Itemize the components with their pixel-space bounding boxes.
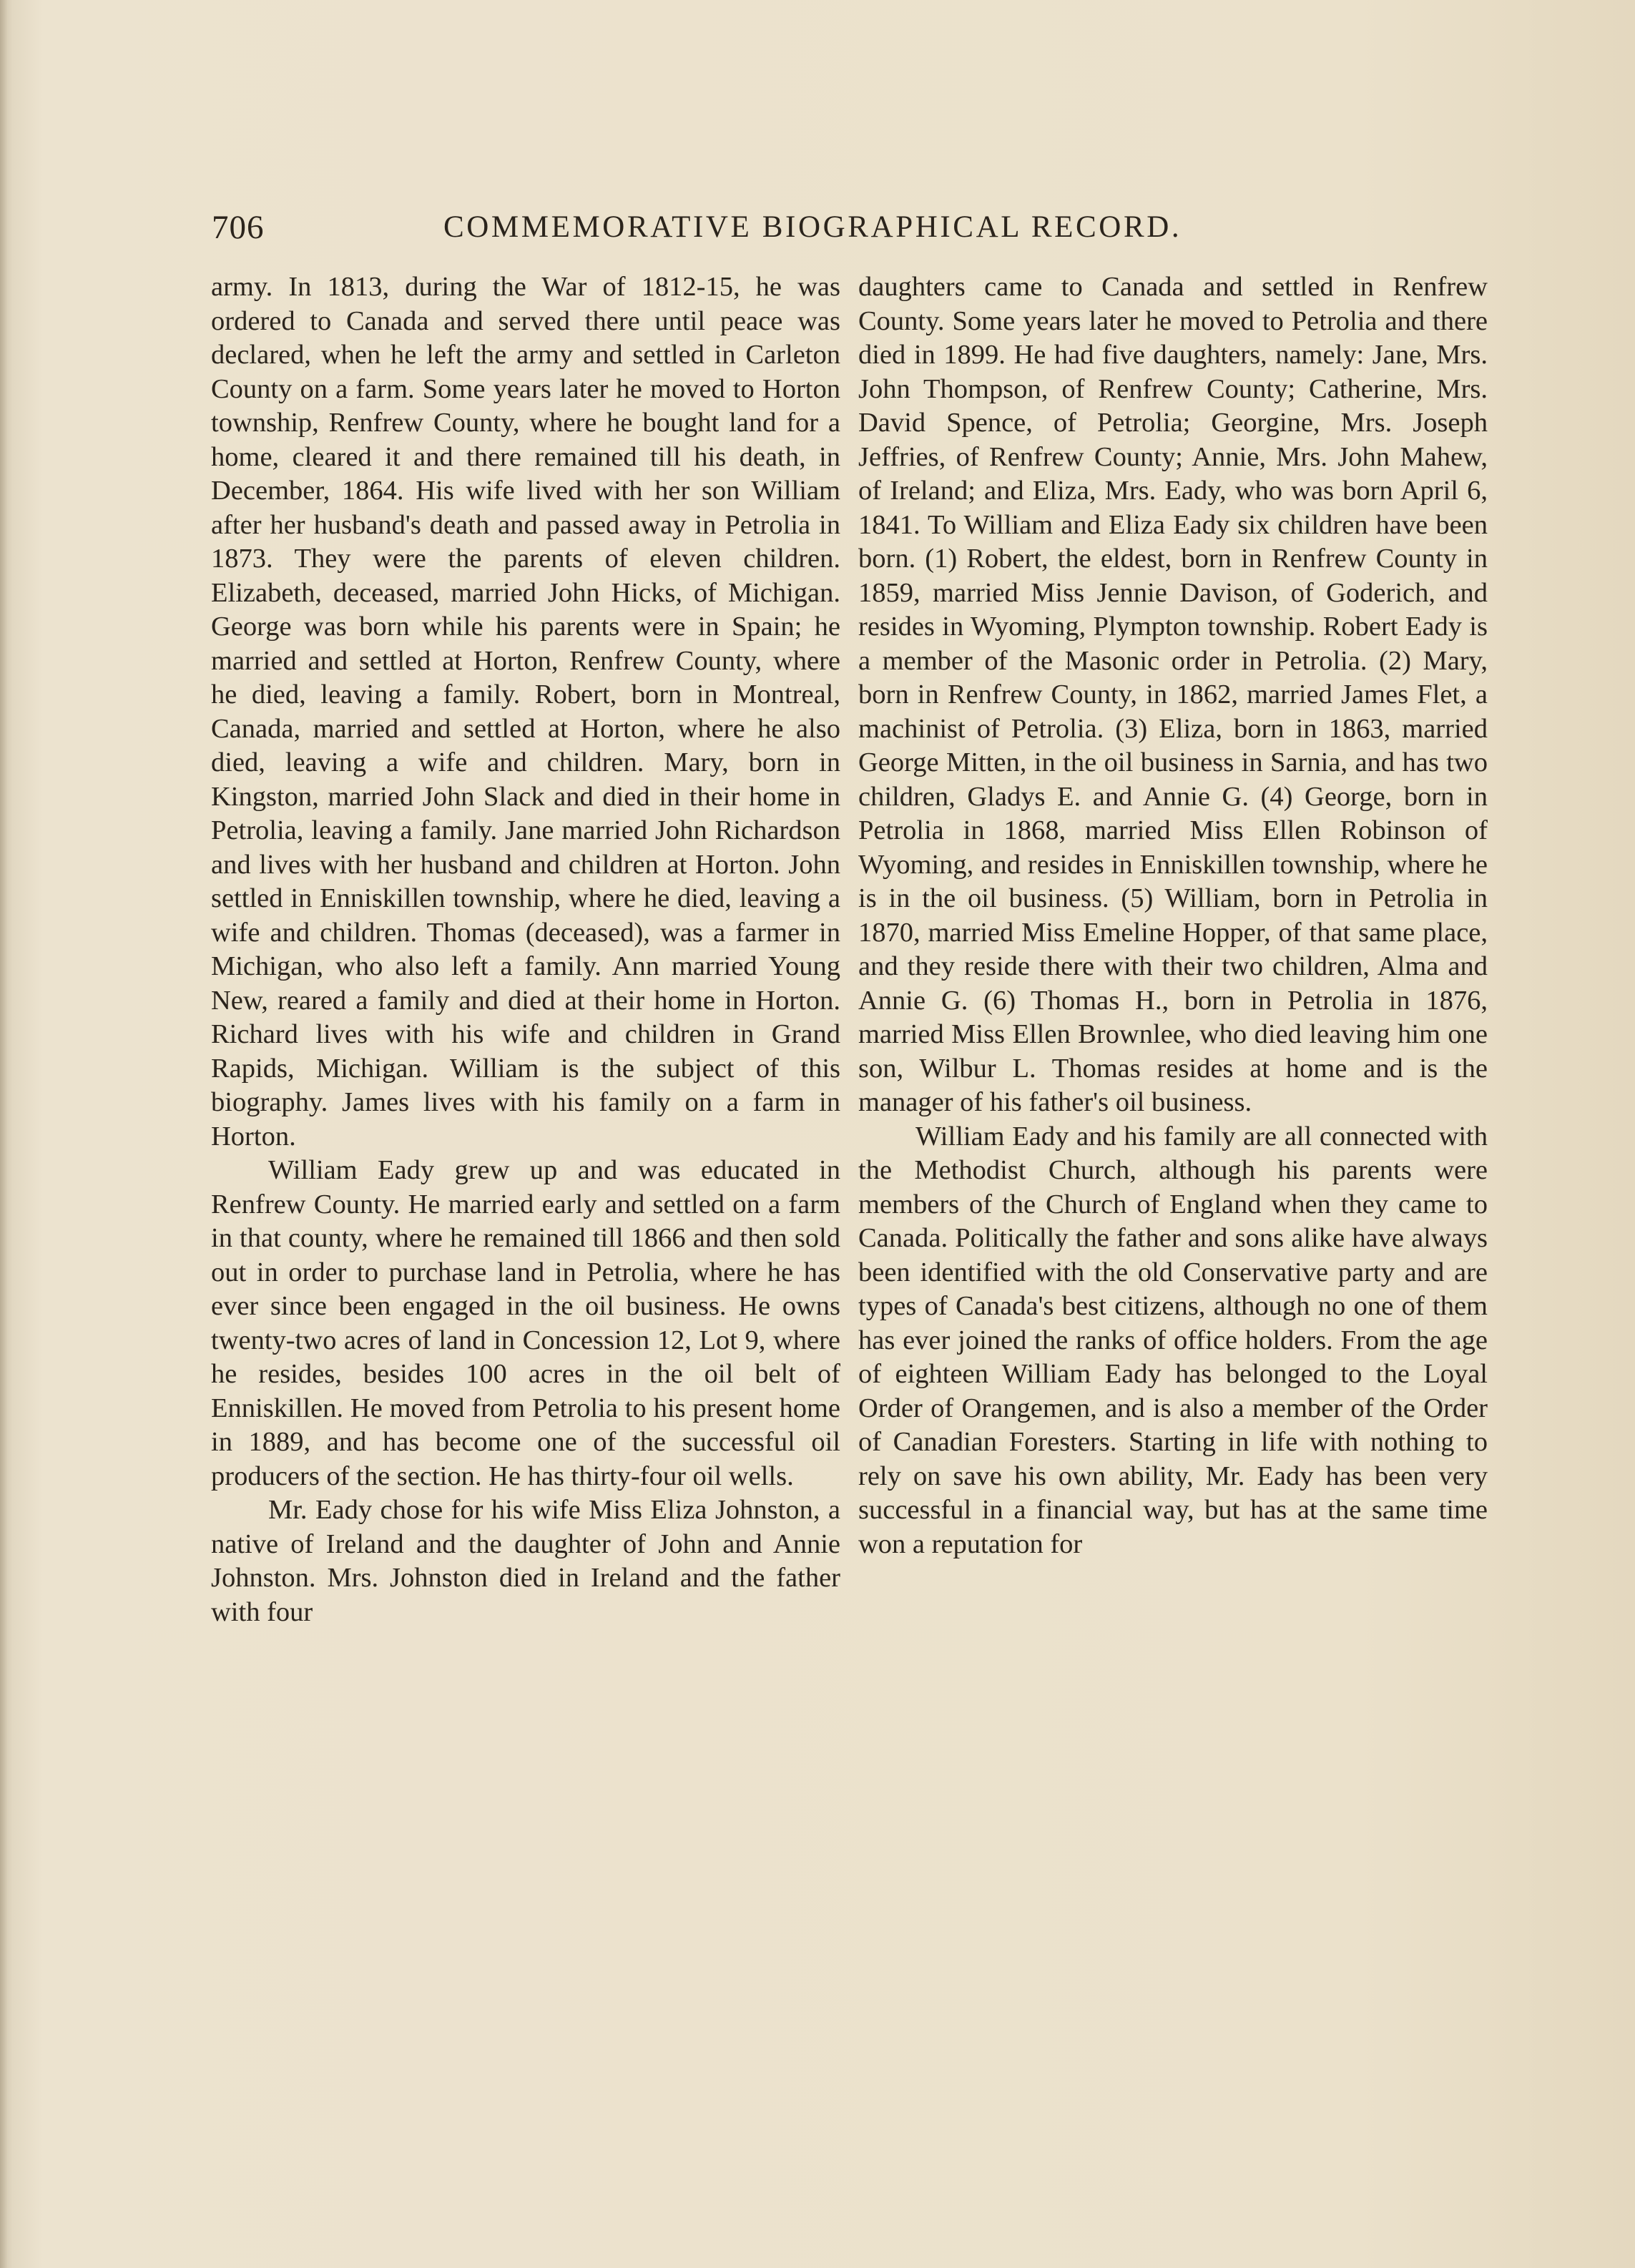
left-paragraph-2: William Eady grew up and was educated in Renfrew County. He married early and settled on a farm in that county, where he remained till 1866 and then sold out in order to purchase land in Petrolia, where he has ever since been engaged in the oil business. He owns twenty-two acres of land in Concession 12, Lot 9, where he resides, besides 100 acres in the oil belt of Enniskillen. He moved from Petrolia to his present home in 1889, and has become one of the successful oil producers of the section. He has thirty-four oil wells. [211,1155,840,1491]
left-column [211,270,840,1629]
right-column [858,270,1488,1561]
left-paragraph-3: Mr. Eady chose for his wife Miss Eliza Johnston, a native of Ireland and the daughter of John and Annie Johnston. Mrs. Johnston died in Ireland and the father with four [211,1495,840,1627]
page-number: 706 [212,209,265,246]
page-binding-edge [0,0,7,2268]
left-paragraph-1: army. In 1813, during the War of 1812-15, he was ordered to Canada and served there until peace was declared, when he left the army and settled in Carleton County on a farm. Some years later he moved to Horton township, Renfrew County, where he bought land for a home, cleared it and there remained till his death, in December, 1864. His wife lived with her son William after her husband's death and passed away in Petrolia in 1873. They were the parents of eleven children. Elizabeth, deceased, married John Hicks, of Michigan. George was born while his parents were in Spain; he married and settled at Horton, Renfrew County, where he died, leaving a family. Robert, born in Montreal, Canada, married and settled at Horton, where he also died, leaving a wife and children. Mary, born in Kingston, married John Slack and died in their home in Petrolia, leaving a family. Jane married John Richardson and lives with her husband and children at Horton. John settled in Enniskillen township, where he died, leaving a wife and children. Thomas (deceased), was a farmer in Michigan, who also left a family. Ann married Young New, reared a family and died at their home in Horton. Richard lives with his wife and children in Grand Rapids, Michigan. William is the subject of this biography. James lives with his family on a farm in Horton. [211,272,840,1152]
right-paragraph-2: William Eady and his family are all connected with the Methodist Church, although his parents were members of the Church of England when they came to Canada. Politically the father and sons alike have always been identified with the old Conservative party and are types of Canada's best citizens, although no one of them has ever joined the ranks of office holders. From the age of eighteen William Eady has belonged to the Loyal Order of Orangemen, and is also a member of the Order of Canadian Foresters. Starting in life with nothing to rely on save his own ability, Mr. Eady has been very successful in a financial way, but has at the same time won a reputation for [858,1121,1488,1559]
right-paragraph-1: daughters came to Canada and settled in Renfrew County. Some years later he moved to Petrolia and there died in 1899. He had five daughters, namely: Jane, Mrs. John Thompson, of Renfrew County; Catherine, Mrs. David Spence, of Petrolia; Georgine, Mrs. Joseph Jeffries, of Renfrew County; Annie, Mrs. John Mahew, of Ireland; and Eliza, Mrs. Eady, who was born April 6, 1841. To William and Eliza Eady six children have been born. (1) Robert, the eldest, born in Renfrew County in 1859, married Miss Jennie Davison, of Goderich, and resides in Wyoming, Plympton township. Robert Eady is a member of the Masonic order in Petrolia. (2) Mary, born in Renfrew County, in 1862, married James Flet, a machinist of Petrolia. (3) Eliza, born in 1863, married George Mitten, in the oil business in Sarnia, and has two children, Gladys E. and Annie G. (4) George, born in Petrolia in 1868, married Miss Ellen Robinson of Wyoming, and resides in Enniskillen township, where he is in the oil business. (5) William, born in Petrolia in 1870, married Miss Emeline Hopper, of that same place, and they reside there with their two children, Alma and Annie G. (6) Thomas H., born in Petrolia in 1876, married Miss Ellen Brownlee, who died leaving him one son, Wilbur L. Thomas resides at home and is the manager of his father's oil business. [858,272,1488,1117]
running-head [207,204,1380,254]
header-title: COMMEMORATIVE BIOGRAPHICAL RECORD. [443,210,1182,244]
